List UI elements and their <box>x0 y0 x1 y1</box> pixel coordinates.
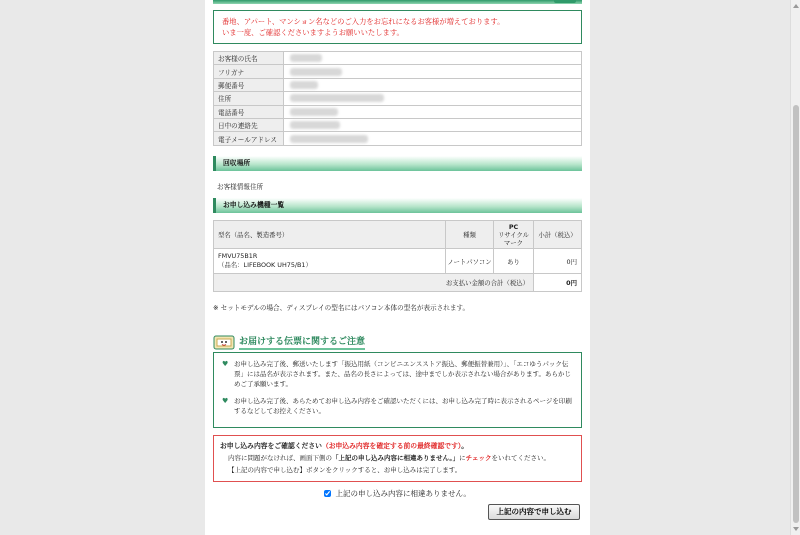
masked-value <box>284 78 582 91</box>
set-model-footnote: ※ セットモデルの場合、ディスプレイの型名にはパソコン本体の型名が表示されます。 <box>213 304 470 312</box>
note-text-2: お申し込み完了後、あらためてお申し込み内容をご確認いただくには、お申し込み完了時に表示されるページを印刷するなどしてお控えください。 <box>234 397 572 415</box>
agree-checkbox[interactable] <box>324 490 331 497</box>
confirm-note: 【上記の内容で申し込む】ボタンをクリックすると、お申し込みは完了します。 <box>228 466 462 474</box>
confirm-title: お申し込み内容をご確認ください（お申込み内容を確定する前の最終確認です）。 <box>220 442 469 450</box>
table-row <box>214 118 582 131</box>
scroll-up-icon[interactable] <box>793 4 799 8</box>
notes-box <box>213 352 582 428</box>
col-header-subtotal: 小計（税込） <box>534 221 582 249</box>
leaf-icon: ♥ <box>222 360 229 368</box>
type-cell: ノートパソコン <box>446 249 494 274</box>
warning-line-2: いま一度、ご確認くださいますようお願いいたします。 <box>222 28 404 37</box>
masked-value <box>284 52 582 65</box>
table-row <box>214 78 582 91</box>
pickup-section-header: 回収場所 <box>213 156 582 171</box>
row-label: 日中の連絡先 <box>214 118 284 131</box>
masked-value <box>284 105 582 118</box>
masked-value <box>284 118 582 131</box>
table-row <box>214 92 582 105</box>
notes-title: お届けする伝票に関するご注意 <box>239 334 365 350</box>
subtotal-cell: 0円 <box>534 249 582 274</box>
masked-value <box>284 132 582 145</box>
note-text-1: お申し込み完了後、郵送いたします「振込用紙（コンビニエンスストア振込、郵便振替兼用）」、「エコゆうパック伝票」には品名が表示されます。また、品名の長さによっては、途中までしか表示されない場合があります。あらかじめご了承願います。 <box>234 360 571 388</box>
table-header-row <box>214 221 582 249</box>
model-cell: FMVU75B1R （品名：LIFEBOOK UH75/B1） <box>214 249 446 274</box>
submit-button[interactable]: 上記の内容で申し込む <box>488 504 580 520</box>
clipboard-icon <box>213 334 235 350</box>
total-value: 0円 <box>534 274 582 292</box>
masked-value <box>284 65 582 78</box>
address-warning-box <box>213 10 582 44</box>
list-item <box>222 396 575 416</box>
row-label: お客様の氏名 <box>214 52 284 65</box>
customer-info-table <box>213 51 582 146</box>
main-content <box>205 0 590 535</box>
agree-label[interactable]: 上記の申し込み内容に相違ありません。 <box>335 489 471 498</box>
col-header-mark: PC リサイクル マーク <box>494 221 534 249</box>
warning-line-1: 番地、アパート、マンション名などのご入力をお忘れになるお客様が増えております。 <box>222 17 505 26</box>
notes-heading <box>213 333 582 351</box>
list-item <box>222 359 575 389</box>
total-row <box>214 274 582 292</box>
row-label: 郵便番号 <box>214 78 284 91</box>
confirm-box <box>213 435 582 482</box>
top-button[interactable] <box>554 0 576 3</box>
top-section-bar <box>213 0 582 4</box>
row-label: 電話番号 <box>214 105 284 118</box>
scrollbar-thumb[interactable] <box>793 105 799 523</box>
items-table <box>213 220 582 292</box>
table-row <box>214 249 582 274</box>
col-header-model: 型名（品名、製造番号） <box>214 221 446 249</box>
masked-value <box>284 92 582 105</box>
row-label: 住所 <box>214 92 284 105</box>
items-section-header: お申し込み機種一覧 <box>213 198 582 213</box>
total-label: お支払い金額の合計（税込） <box>214 274 534 292</box>
mark-cell: あり <box>494 249 534 274</box>
col-header-type: 種類 <box>446 221 494 249</box>
scrollbar[interactable] <box>790 0 800 535</box>
confirm-instruction: 内容に問題がなければ、画面下側の「上記の申し込み内容に相違ありません。」にチェックをいれてください。 <box>228 454 550 462</box>
pickup-value: お客様情報住所 <box>217 183 264 191</box>
table-row <box>214 52 582 65</box>
row-label: 電子メールアドレス <box>214 132 284 145</box>
row-label: フリガナ <box>214 65 284 78</box>
leaf-icon: ♥ <box>222 397 229 405</box>
table-row <box>214 132 582 145</box>
table-row <box>214 105 582 118</box>
table-row <box>214 65 582 78</box>
agree-row <box>213 488 582 500</box>
scroll-down-icon[interactable] <box>793 527 799 531</box>
